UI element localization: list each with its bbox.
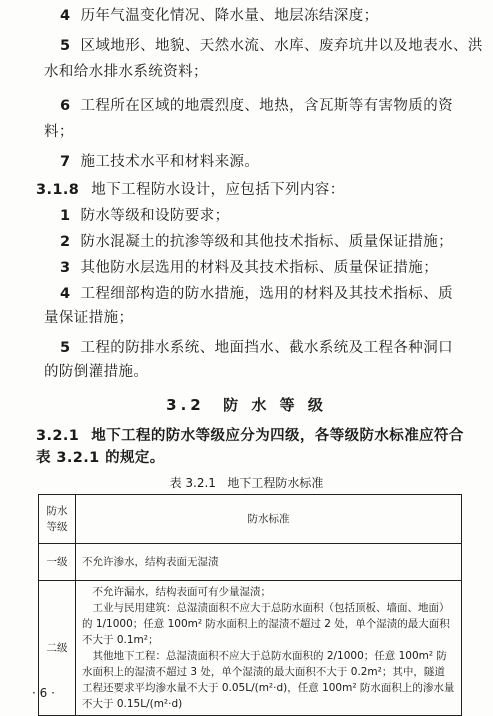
standard-text: 其他地下工程：总湿渍面积不应大于总防水面积的 2/1000；任意 100m² 防水面积上的湿渍不超过 3 处，单个湿渍的最大面积不大于 0.2m²；其中，隧道工程还要求平均渗水量不大于 0.05L/(m²·d)，任意 100m² 防水面积上的渗水量不大于 0.15L/(m²·d) bbox=[82, 650, 455, 710]
list-item: 5 工程的防排水系统、地面挡水、截水系统及工程各种洞口 bbox=[60, 340, 453, 356]
table-caption: 表 3.2.1 地下工程防水标准 bbox=[169, 476, 324, 490]
header-level-line2: 等级 bbox=[46, 521, 68, 533]
list-item: 5 区域地形、地貌、天然水流、水库、废弃坑井以及地表水、洪 bbox=[60, 38, 483, 54]
list-item: 3 其他防水层选用的材料及其技术指标、质量保证措施； bbox=[60, 260, 439, 276]
table-row bbox=[39, 544, 462, 581]
header-level bbox=[39, 495, 76, 544]
list-item: 6 工程所在区域的地震烈度、地热，含瓦斯等有害物质的资 bbox=[60, 98, 453, 114]
list-item-continuation: 料； bbox=[44, 124, 74, 140]
table-header-row bbox=[39, 495, 462, 544]
list-item-continuation: 的防倒灌措施。 bbox=[44, 364, 149, 380]
standard-cell bbox=[76, 581, 462, 716]
list-item: 4 历年气温变化情况、降水量、地层冻结深度； bbox=[60, 8, 379, 24]
list-item-continuation: 量保证措施； bbox=[44, 310, 134, 326]
waterproof-standard-table bbox=[38, 494, 462, 716]
header-standard: 防水标准 bbox=[76, 495, 462, 544]
level-cell: 一级 bbox=[39, 544, 76, 581]
clause-3-2-1: 3.2.1 地下工程的防水等级应分为四级，各等级防水标准应符合 bbox=[36, 428, 464, 444]
clause-3-1-8: 3.1.8 地下工程防水设计，应包括下列内容： bbox=[36, 182, 345, 198]
list-item: 7 施工技术水平和材料来源。 bbox=[60, 154, 260, 170]
list-item-continuation: 水和给水排水系统资料； bbox=[44, 64, 208, 80]
table-row bbox=[39, 581, 462, 716]
header-level-line1: 防水 bbox=[46, 505, 68, 517]
standard-text: 不允许漏水，结构表面可有少量湿渍； bbox=[92, 586, 271, 598]
section-heading: 3.2 防 水 等 级 bbox=[166, 396, 327, 414]
list-item: 2 防水混凝土的抗渗等级和其他技术指标、质量保证措施； bbox=[60, 234, 453, 250]
list-item: 1 防水等级和设防要求； bbox=[60, 208, 230, 224]
level-cell: 二级 bbox=[39, 581, 76, 716]
standard-text: 工业与民用建筑：总湿渍面积不应大于总防水面积（包括顶板、墙面、地面）的 1/1000；任意 100m² 防水面积上的湿渍不超过 2 处，单个湿渍的最大面积不大于 0.1m²； bbox=[82, 602, 450, 646]
standard-cell bbox=[76, 544, 462, 581]
page-number: · 6 · bbox=[32, 686, 55, 700]
list-item: 4 工程细部构造的防水措施，选用的材料及其技术指标、质 bbox=[60, 286, 453, 302]
standard-text: 不允许渗水，结构表面无湿渍 bbox=[82, 556, 219, 568]
clause-continuation: 表 3.2.1 的规定。 bbox=[36, 450, 165, 466]
